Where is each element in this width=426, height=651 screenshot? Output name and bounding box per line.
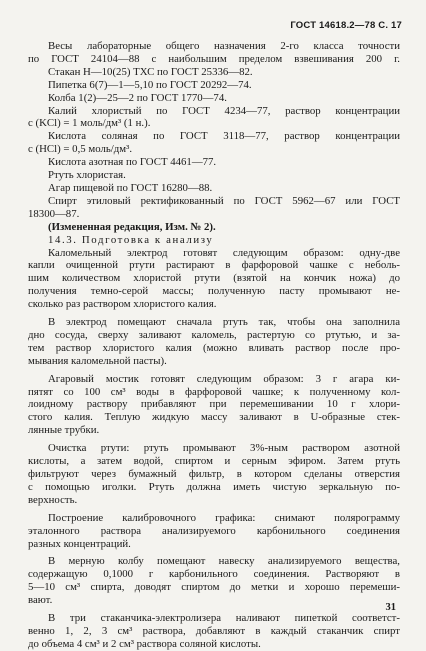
text-line: Весы лабораторные общего назначения 2-го класса точности [48, 40, 400, 52]
text-line: c (KCl) = 1 моль/дм³ (1 н.). [28, 117, 151, 130]
text-line: Построение калибровочного графика: снимают полярограмму [48, 511, 400, 524]
page-number: 31 [385, 602, 396, 613]
text-line: мывания каломельной пасты). [28, 354, 167, 367]
text-line: содержащую 0,1000 г карбонильного соединения. Растворяют в [28, 568, 400, 581]
running-header: ГОСТ 14618.2—78 С. 17 [290, 20, 402, 31]
text-line: Каломельный электрод готовят следующим образом: одну-две [48, 246, 400, 259]
text-line: Кислота азотная по ГОСТ 4461—77. [48, 156, 217, 169]
text-line: капли очищенной ртути растирают в фарфоровой чашке с неболь- [28, 259, 400, 272]
text-line: Стакан Н—10(25) ТХС по ГОСТ 25336—82. [48, 65, 253, 78]
text-line: получения темно-серой массы; полученную пасту промывают не- [28, 285, 400, 298]
text-line: Очистка ртути: ртуть промывают 3%-ным раствором азотной [48, 442, 400, 455]
text-line: Пипетка 6(7)—1—5,10 по ГОСТ 20292—74. [48, 78, 252, 91]
text-line: c (HCl) = 0,5 моль/дм³. [28, 143, 133, 156]
text-line: Колба 1(2)—25—2 по ГОСТ 1770—74. [48, 91, 227, 104]
text-line: по ГОСТ 24104—88 с наибольшим пределом взвешивания 200 г. [28, 52, 400, 65]
document-body [28, 40, 400, 651]
text-line: эталонного раствора анализируемого карбонильного соединения [28, 524, 400, 537]
text-line: В мерную колбу помещают навеску анализируемого вещества, [48, 555, 400, 568]
text-line: Ртуть хлористая. [48, 169, 126, 182]
text-line: фильтруют через бумажный фильтр, в котором сделаны отверстия [28, 468, 400, 480]
text-line: Агаровый мостик готовят следующим образом: 3 г агара ки- [48, 372, 400, 385]
text-line: пятят со 100 см³ воды в фарфоровой чашке; к полученному кол- [28, 385, 400, 398]
text-line: сколько раз раствором хлористого калия. [28, 298, 217, 311]
text-line: Калий хлористый по ГОСТ 4234—77, раствор концентрации [48, 104, 400, 117]
text-line: Кислота соляная по ГОСТ 3118—77, раствор концентрации [48, 130, 400, 143]
text-line: с помощью иголки. Ртуть должна иметь чистую зеркальную по- [28, 480, 400, 493]
text-line: стого калия. Теплую жидкую массу заливают в U-образные стек- [28, 411, 400, 424]
text-line: тем раствор хлористого калия (можно вливать раствор после про- [28, 341, 400, 354]
text-line: В три стаканчика-электролизера наливают пипеткой соответст- [48, 612, 400, 625]
text-line: Спирт этиловый ректификованный по ГОСТ 5962—67 или ГОСТ [48, 194, 400, 207]
text-line: лоидному раствору прибавляют при перемешивании 10 г хлори- [28, 398, 400, 411]
text-line: 14.3. Подготовка к анализу [48, 233, 214, 246]
text-line: верхность. [28, 493, 78, 506]
text-line: кислоты, а затем водой, спиртом и серным эфиром. Затем ртуть [28, 455, 400, 468]
text-line: В электрод помещают сначала ртуть так, чтобы она заполнила [48, 316, 400, 329]
text-line: (Измененная редакция, Изм. № 2). [48, 220, 216, 233]
text-line: разных концентраций. [28, 537, 131, 550]
text-line: до объема 4 см³ и 2 см³ раствора соляной кислоты. [28, 637, 261, 650]
text-line: шим количеством хлористой ртути (взятой на кончик ножа) до [28, 272, 400, 285]
text-line: 18300—87. [28, 207, 80, 220]
text-line: венно 1, 2, 3 см³ раствора, добавляют в каждый стаканчик спирт [28, 624, 400, 637]
text-line: лянные трубки. [28, 424, 100, 437]
text-line: вают. [28, 594, 53, 607]
text-line: Агар пищевой по ГОСТ 16280—88. [48, 181, 213, 194]
text-line: 5—10 см³ спирта, доводят спиртом до метки и хорошо перемеши- [28, 581, 400, 594]
text-line: дно сосуда, сверху заливают каломель, растертую со ртутью, и за- [28, 328, 400, 341]
